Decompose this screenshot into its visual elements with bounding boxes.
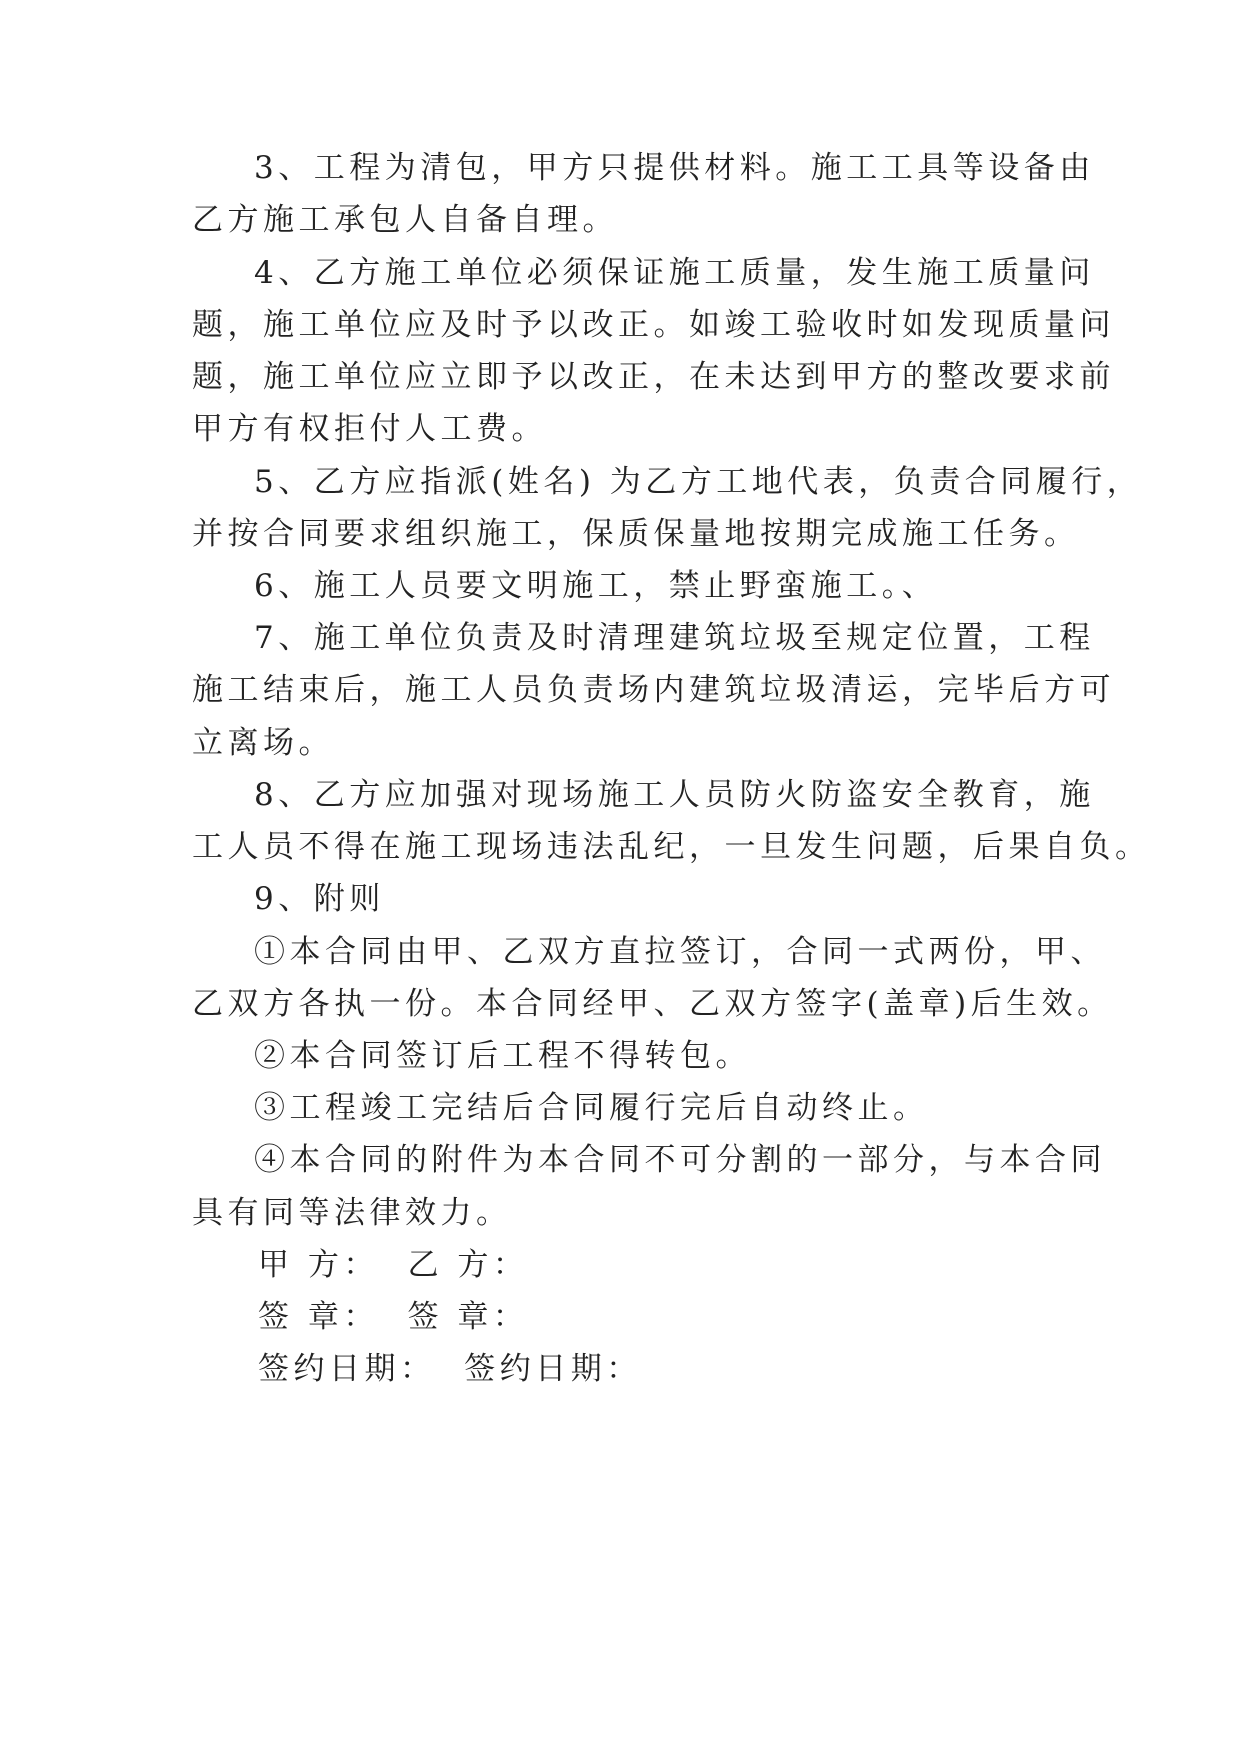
clause-7-line-2: 施工结束后，施工人员负责场内建筑垃圾清运，完毕后方可 (192, 672, 1115, 708)
seal-a-label: 签 章： (258, 1299, 379, 1335)
party-a-label: 甲 方： (258, 1247, 379, 1283)
clause-7-line-3: 立离场。 (192, 725, 334, 761)
clause-5-line-1: 5、乙方应指派(姓名) 为乙方工地代表，负责合同履行， (254, 464, 1143, 500)
appendix-item-1-line-1: ①本合同由甲、乙双方直拉签订，合同一式两份，甲、 (254, 934, 1106, 970)
clause-7-line-1: 7、施工单位负责及时清理建筑垃圾至规定位置，工程 (254, 620, 1095, 656)
date-a-label: 签约日期： (258, 1351, 436, 1387)
appendix-item-2: ②本合同签订后工程不得转包。 (254, 1038, 751, 1074)
clause-8-line-1: 8、乙方应加强对现场施工人员防火防盗安全教育，施 (254, 777, 1095, 813)
clause-4-line-1: 4、乙方施工单位必须保证施工质量，发生施工质量问 (254, 255, 1095, 291)
clause-8-line-2: 工人员不得在施工现场违法乱纪，一旦发生问题，后果自负。 (192, 829, 1151, 865)
clause-4-line-2: 题，施工单位应及时予以改正。如竣工验收时如发现质量问 (192, 307, 1115, 343)
appendix-item-3: ③工程竣工完结后合同履行完后自动终止。 (254, 1090, 929, 1126)
seal-b-label: 签 章： (407, 1299, 529, 1335)
signature-party-row (258, 1245, 528, 1285)
clause-6-line-1: 6、施工人员要文明施工，禁止野蛮施工。、 (254, 568, 938, 604)
signature-date-row (258, 1349, 642, 1389)
clause-5-line-2: 并按合同要求组织施工，保质保量地按期完成施工任务。 (192, 516, 1080, 552)
clause-4-line-4: 甲方有权拒付人工费。 (192, 411, 547, 447)
appendix-item-4-line-2: 具有同等法律效力。 (192, 1195, 512, 1231)
date-b-label: 签约日期： (464, 1351, 642, 1387)
appendix-item-1-line-2: 乙双方各执一份。本合同经甲、乙双方签字(盖章)后生效。 (192, 986, 1113, 1022)
clause-4-line-3: 题，施工单位应立即予以改正，在未达到甲方的整改要求前 (192, 359, 1115, 395)
party-b-label: 乙 方： (407, 1247, 529, 1283)
signature-seal-row (258, 1297, 528, 1337)
clause-9-heading: 9、附则 (254, 881, 385, 917)
clause-3-line-1: 3、工程为清包，甲方只提供材料。施工工具等设备由 (254, 150, 1095, 186)
appendix-item-4-line-1: ④本合同的附件为本合同不可分割的一部分，与本合同 (254, 1142, 1106, 1178)
clause-3-line-2: 乙方施工承包人自备自理。 (192, 202, 618, 238)
